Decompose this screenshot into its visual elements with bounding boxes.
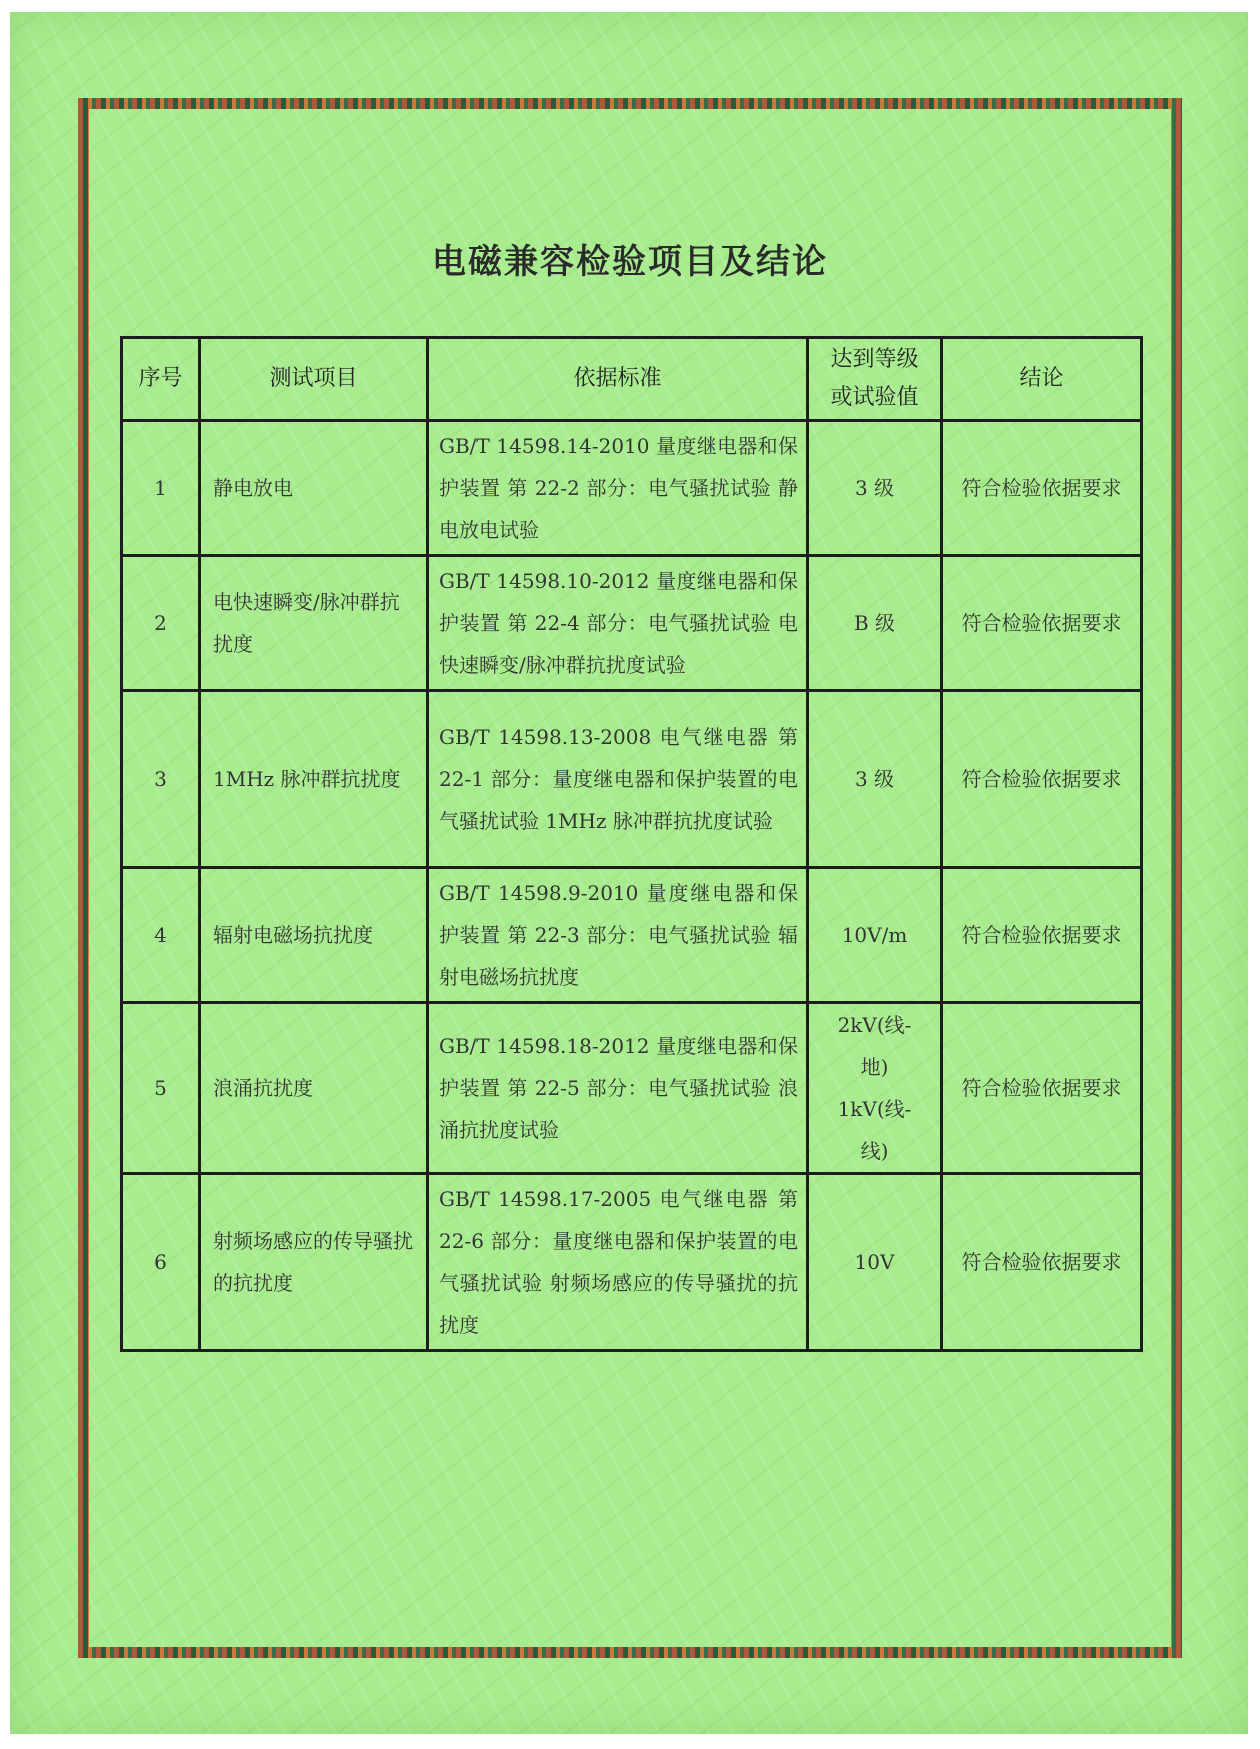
row-no: 5 [122,1003,200,1174]
row-conclusion: 符合检验依据要求 [942,1003,1142,1174]
table-row [122,1174,1142,1351]
header-conclusion: 结论 [942,338,1142,421]
row-standard: GB/T 14598.17-2005 电气继电器 第 22-6 部分：量度继电器和保护装置的电气骚扰试验 射频场感应的传导骚扰的抗扰度 [428,1174,808,1351]
table-header-row [122,338,1142,421]
row-conclusion: 符合检验依据要求 [942,868,1142,1003]
row-item: 辐射电磁场抗扰度 [200,868,428,1003]
row-no: 4 [122,868,200,1003]
table-row [122,691,1142,868]
row-item: 射频场感应的传导骚扰的抗扰度 [200,1174,428,1351]
row-item: 浪涌抗扰度 [200,1003,428,1174]
table-row [122,1003,1142,1174]
row-standard: GB/T 14598.9-2010 量度继电器和保护装置 第 22-3 部分：电气骚扰试验 辐射电磁场抗扰度 [428,868,808,1003]
row-grade: 3 级 [808,691,942,868]
row-grade: 10V [808,1174,942,1351]
row-item: 静电放电 [200,421,428,556]
header-item: 测试项目 [200,338,428,421]
table-row [122,556,1142,691]
row-no: 1 [122,421,200,556]
row-conclusion: 符合检验依据要求 [942,1174,1142,1351]
row-conclusion: 符合检验依据要求 [942,556,1142,691]
page-title: 电磁兼容检验项目及结论 [432,242,828,282]
row-standard: GB/T 14598.13-2008 电气继电器 第 22-1 部分：量度继电器和保护装置的电气骚扰试验 1MHz 脉冲群抗扰度试验 [428,691,808,868]
row-conclusion: 符合检验依据要求 [942,691,1142,868]
header-grade: 达到等级或试验值 [808,338,942,421]
row-grade: 2kV(线-地) 1kV(线-线) [808,1003,942,1174]
row-no: 3 [122,691,200,868]
row-grade: 10V/m [808,868,942,1003]
row-standard: GB/T 14598.14-2010 量度继电器和保护装置 第 22-2 部分：电气骚扰试验 静电放电试验 [428,421,808,556]
row-standard: GB/T 14598.10-2012 量度继电器和保护装置 第 22-4 部分：电气骚扰试验 电快速瞬变/脉冲群抗扰度试验 [428,556,808,691]
row-item: 电快速瞬变/脉冲群抗扰度 [200,556,428,691]
row-grade: B 级 [808,556,942,691]
row-conclusion: 符合检验依据要求 [942,421,1142,556]
row-standard: GB/T 14598.18-2012 量度继电器和保护装置 第 22-5 部分：电气骚扰试验 浪涌抗扰度试验 [428,1003,808,1174]
row-no: 6 [122,1174,200,1351]
table-row [122,868,1142,1003]
row-grade: 3 级 [808,421,942,556]
header-standard: 依据标准 [428,338,808,421]
row-no: 2 [122,556,200,691]
row-item: 1MHz 脉冲群抗扰度 [200,691,428,868]
header-no: 序号 [122,338,200,421]
inspection-table [120,336,1143,1352]
table-row [122,421,1142,556]
